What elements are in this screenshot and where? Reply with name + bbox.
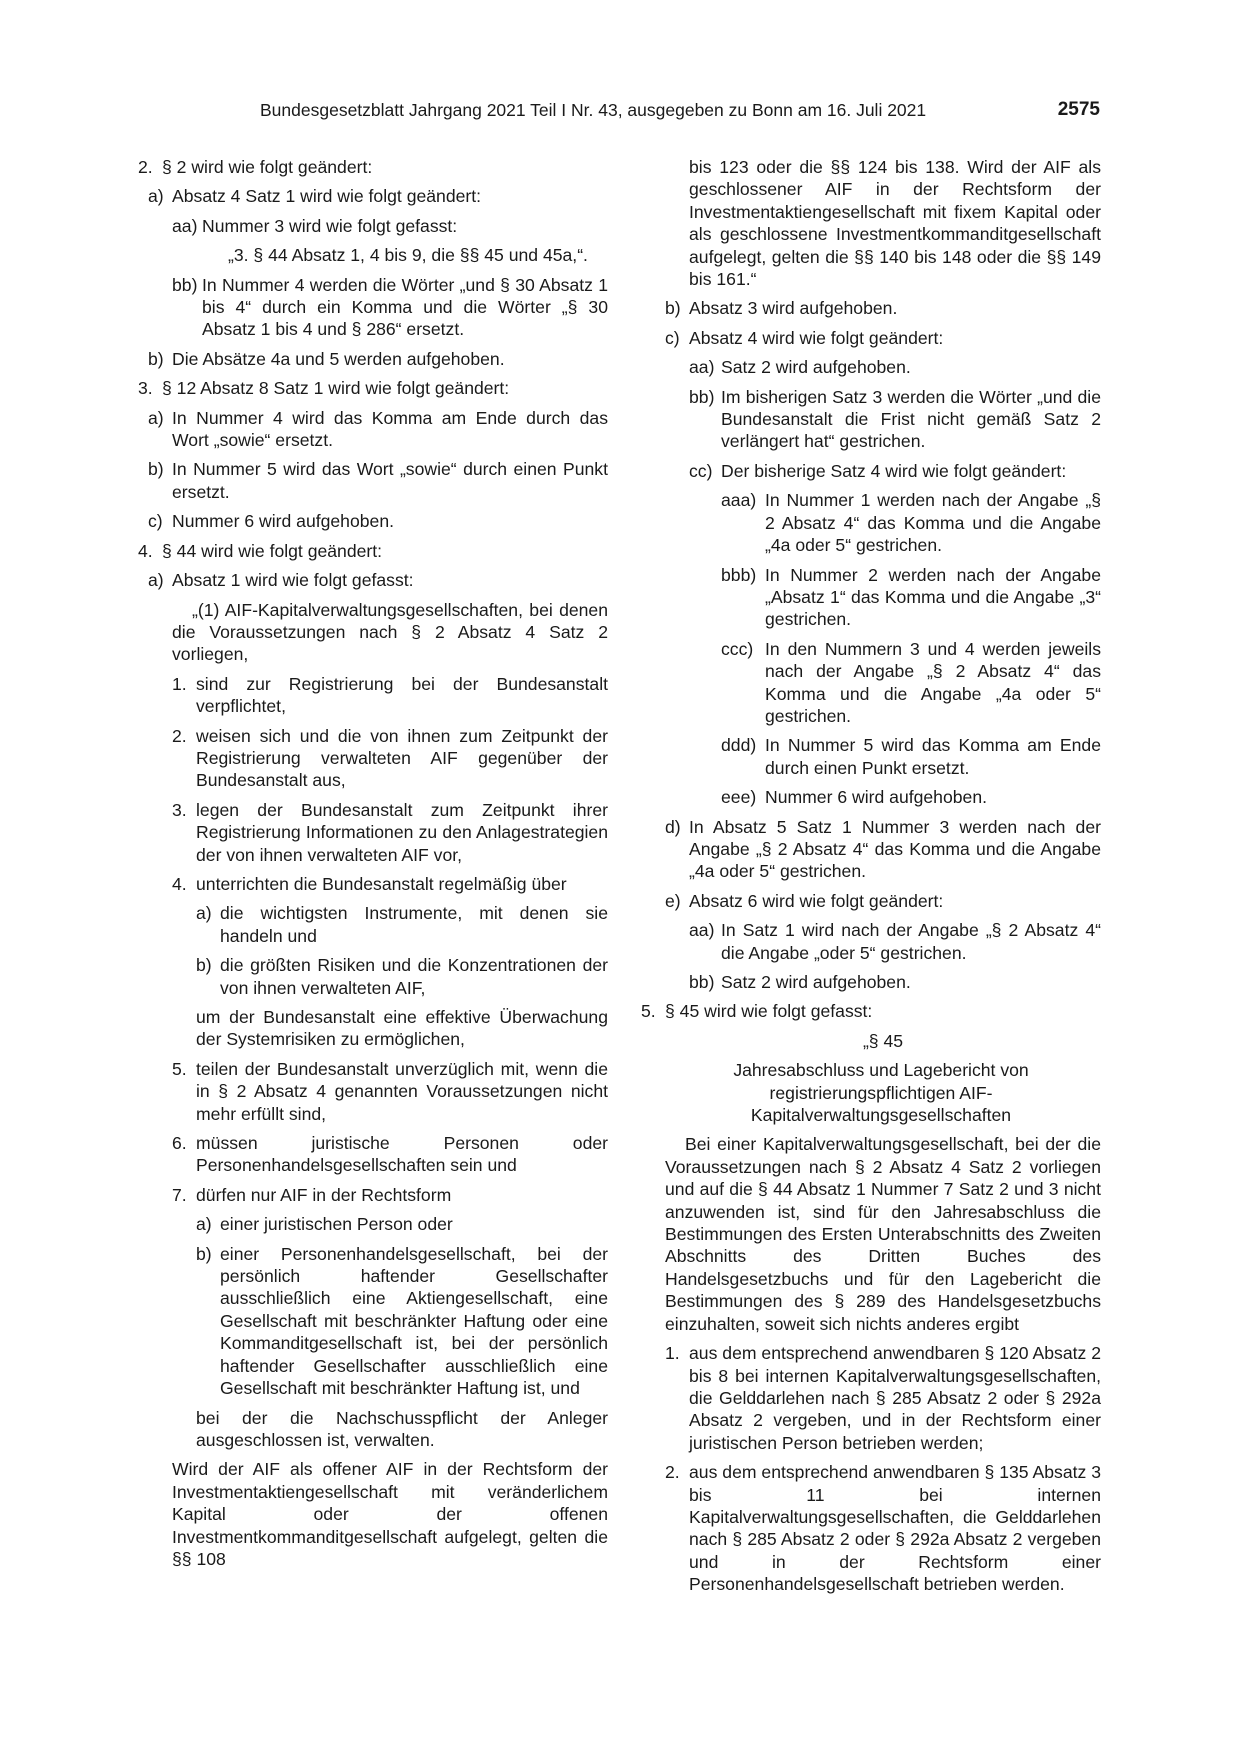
item-text: In Nummer 4 werden die Wörter „und § 30 Absatz 1 bis 4“ durch ein Komma und die Wörter „§ 30 Absatz 1 bis 4 und § 286“ ersetzt. xyxy=(202,274,608,340)
item-text: einer juristischen Person oder xyxy=(220,1214,453,1235)
amendment-subitem xyxy=(721,489,1101,556)
item-text: aus dem entsprechend anwendbaren § 120 Absatz 2 bis 8 bei internen Kapitalverwaltungsgesellschaften, die Gelddarlehen nach § 285 Absatz 2 oder § 292a Absatz 2 vergeben, und in der Rechtsform einer juristischen Person betrieben werden; xyxy=(689,1343,1101,1453)
item-marker: a) xyxy=(196,903,212,924)
item-text: Im bisherigen Satz 3 werden die Wörter „und die Bundesanstalt die Frist nicht gemäß Satz 2 verlängert hat“ gestrichen. xyxy=(721,386,1101,452)
item-marker: e) xyxy=(665,890,681,911)
item-text: müssen juristische Personen oder Personenhandelsgesellschaften sein und xyxy=(196,1133,608,1176)
item-text: weisen sich und die von ihnen zum Zeitpunkt der Registrierung verwalteten AIF gegenüber der Bundesanstalt aus, xyxy=(196,725,608,791)
item-marker: 6. xyxy=(172,1133,187,1154)
item-text: Satz 2 wird aufgehoben. xyxy=(721,357,911,378)
amendment-subitem xyxy=(689,919,1101,964)
item-marker: a) xyxy=(148,407,164,428)
item-text: dürfen nur AIF in der Rechtsform xyxy=(196,1184,452,1205)
item-text: In Nummer 5 wird das Komma am Ende durch einen Punkt ersetzt. xyxy=(765,735,1101,778)
list-subitem xyxy=(196,1213,608,1235)
item-text: teilen der Bundesanstalt unverzüglich mit, wenn die in § 2 Absatz 4 genannten Voraussetzungen nicht mehr erfüllt sind, xyxy=(196,1058,608,1124)
amendment-subitem xyxy=(721,638,1101,728)
section-number: „§ 45 xyxy=(862,1030,904,1051)
item-marker: b) xyxy=(665,298,681,319)
item-marker: bb) xyxy=(689,386,715,407)
list-item xyxy=(665,1461,1101,1595)
item-marker: 4. xyxy=(172,873,187,894)
item-text: die größten Risiken und die Konzentrationen der von ihnen verwalteten AIF, xyxy=(220,955,608,998)
item-marker: 3. xyxy=(138,378,153,399)
item-text: § 45 wird wie folgt gefasst: xyxy=(665,1001,873,1022)
amendment-subitem xyxy=(148,348,608,370)
item-text: In Nummer 2 werden nach der Angabe „Absatz 1“ das Komma und die Angabe „3“ gestrichen. xyxy=(765,564,1101,630)
item-text: legen der Bundesanstalt zum Zeitpunkt ihrer Registrierung Informationen zu den Anlagestrategien der von ihnen verwalteten AIF vor, xyxy=(196,799,608,865)
quoted-text: „3. § 44 Absatz 1, 4 bis 9, die §§ 45 und 45a,“. xyxy=(228,245,588,266)
item-marker: 5. xyxy=(172,1058,187,1079)
item-text: unterrichten die Bundesanstalt regelmäßig über xyxy=(196,873,567,894)
item-marker: c) xyxy=(148,511,163,532)
page-number: 2575 xyxy=(1057,99,1100,120)
continuation-text: um der Bundesanstalt eine effektive Überwachung der Systemrisiken zu ermöglichen, xyxy=(196,1007,608,1050)
header-title: Bundesgesetzblatt Jahrgang 2021 Teil I Nr. 43, ausgegeben zu Bonn am 16. Juli 2021 xyxy=(260,100,927,120)
item-text: aus dem entsprechend anwendbaren § 135 Absatz 3 bis 11 bei internen Kapitalverwaltungsgesellschaften, die Gelddarlehen nach § 285 Absatz 2 oder § 292a Absatz 2 vergeben und in der Rechtsform einer Personenhandelsgesellschaft betrieben werden. xyxy=(689,1462,1101,1595)
amendment-item xyxy=(138,156,608,178)
item-text: die wichtigsten Instrumente, mit denen sie handeln und xyxy=(220,903,608,946)
list-subitem xyxy=(196,954,608,999)
amendment-subitem xyxy=(721,564,1101,631)
item-text: In Nummer 5 wird das Wort „sowie“ durch einen Punkt ersetzt. xyxy=(172,459,608,502)
list-item xyxy=(172,1184,608,1206)
list-item xyxy=(172,725,608,792)
item-marker: b) xyxy=(196,1243,212,1264)
item-text: Nummer 6 wird aufgehoben. xyxy=(765,787,987,808)
amendment-subitem xyxy=(689,386,1101,453)
amendment-item xyxy=(138,540,608,562)
item-marker: 7. xyxy=(172,1184,187,1205)
item-text: Absatz 3 wird aufgehoben. xyxy=(689,298,898,319)
quoted-paragraph: Wird der AIF als offener AIF in der Rechtsform der Investmentaktiengesellschaft mit veränderlichem Kapital oder der offenen Investmentkommanditgesellschaft aufgelegt, gelten die §§ 108 xyxy=(172,1459,608,1569)
item-marker: 2. xyxy=(665,1462,680,1483)
amendment-subitem xyxy=(172,274,608,341)
item-marker: bbb) xyxy=(721,564,757,585)
item-text: einer Personenhandelsgesellschaft, bei der persönlich haftender Gesellschafter ausschließlich eine Aktiengesellschaft, eine Gesellschaft mit beschränkter Haftung oder eine Kommanditgesellschaft ist, bei der persönlich haftender Gesellschafter ausschließlich eine Gesellschaft mit beschränkter Haftung ist, und xyxy=(220,1243,608,1399)
amendment-subitem xyxy=(721,786,1101,808)
section-paragraph: Bei einer Kapitalverwaltungsgesellschaft, bei der die Voraussetzungen nach § 2 Absatz 4 Satz 2 vorliegen und auf die § 44 Absatz 1 Nummer 7 Satz 2 und 3 nicht anzuwenden ist, sind für den Jahresabschluss die Bestimmungen des Ersten Unterabschnitts des Zweiten Abschnitts des Dritten Buches des Handelsgesetzbuchs und für den Lagebericht die Bestimmungen des § 289 des Handelsgesetzbuchs einzuhalten, soweit sich nichts anderes ergibt xyxy=(665,1134,1101,1334)
quoted-paragraph: „(1) AIF-Kapitalverwaltungsgesellschaften, bei denen die Voraussetzungen nach § 2 Absatz 4 Satz 2 vorliegen, xyxy=(172,599,608,665)
item-text: Der bisherige Satz 4 wird wie folgt geändert: xyxy=(721,460,1067,481)
item-marker: b) xyxy=(148,459,164,480)
item-text: In Nummer 1 werden nach der Angabe „§ 2 Absatz 4“ das Komma und die Angabe „4a oder 5“ gestrichen. xyxy=(765,490,1101,556)
item-marker: c) xyxy=(665,327,680,348)
item-marker: 3. xyxy=(172,799,187,820)
item-marker: 4. xyxy=(138,540,153,561)
item-marker: bb) xyxy=(689,972,715,992)
item-marker: 1. xyxy=(665,1343,680,1364)
item-text: Absatz 4 wird wie folgt geändert: xyxy=(689,327,944,348)
item-text: § 44 wird wie folgt geändert: xyxy=(162,540,383,561)
item-text: Absatz 6 wird wie folgt geändert: xyxy=(689,890,944,911)
item-marker: a) xyxy=(196,1214,212,1235)
amendment-subitem xyxy=(148,185,608,207)
amendment-subitem xyxy=(148,458,608,503)
amendment-subitem xyxy=(665,890,1101,912)
amendment-subitem xyxy=(689,971,1101,993)
list-item xyxy=(172,873,608,895)
left-column xyxy=(138,156,608,1570)
item-marker: ddd) xyxy=(721,735,757,756)
item-marker: b) xyxy=(196,955,212,976)
amendment-item xyxy=(641,1000,1101,1022)
list-item xyxy=(172,673,608,718)
list-subitem xyxy=(196,902,608,947)
page-header xyxy=(260,100,1100,126)
item-marker: 2. xyxy=(138,157,153,177)
item-marker: 2. xyxy=(172,725,187,746)
list-item xyxy=(172,799,608,866)
item-marker: 1. xyxy=(172,673,187,694)
item-text: Absatz 1 wird wie folgt gefasst: xyxy=(172,570,414,591)
section-heading: Jahresabschluss und Lagebericht von registrierungspflichtigen AIF-Kapitalverwaltungsgesellschaften xyxy=(733,1060,1029,1126)
item-text: In Nummer 4 wird das Komma am Ende durch das Wort „sowie“ ersetzt. xyxy=(172,407,608,451)
item-marker: aa) xyxy=(172,215,198,236)
list-subitem xyxy=(196,1243,608,1400)
amendment-subitem xyxy=(721,734,1101,779)
amendment-subitem xyxy=(172,215,608,237)
item-marker: cc) xyxy=(689,460,713,481)
amendment-subitem xyxy=(148,407,608,452)
continuation-text: bei der die Nachschusspflicht der Anleger ausgeschlossen ist, verwalten. xyxy=(196,1407,608,1450)
list-item xyxy=(665,1342,1101,1454)
item-text: Absatz 4 Satz 1 wird wie folgt geändert: xyxy=(172,186,482,207)
item-marker: d) xyxy=(665,816,681,837)
item-marker: aaa) xyxy=(721,490,757,511)
item-marker: ccc) xyxy=(721,638,754,659)
amendment-subitem xyxy=(665,816,1101,883)
item-text: Nummer 3 wird wie folgt gefasst: xyxy=(202,215,458,236)
item-text: Nummer 6 wird aufgehoben. xyxy=(172,511,394,532)
amendment-subitem xyxy=(148,510,608,532)
item-marker: a) xyxy=(148,570,164,591)
amendment-subitem xyxy=(665,297,1101,319)
item-marker: aa) xyxy=(689,357,715,378)
right-column xyxy=(641,156,1101,1596)
amendment-subitem xyxy=(689,460,1101,482)
item-marker: a) xyxy=(148,186,164,207)
item-marker: bb) xyxy=(172,274,198,295)
list-item xyxy=(172,1058,608,1125)
list-item xyxy=(172,1132,608,1177)
amendment-subitem xyxy=(689,356,1101,378)
item-text: In den Nummern 3 und 4 werden jeweils nach der Angabe „§ 2 Absatz 4“ das Komma und die Angabe „4a oder 5“ gestrichen. xyxy=(765,638,1101,726)
amendment-subitem xyxy=(665,327,1101,349)
item-marker: eee) xyxy=(721,787,757,808)
item-text: § 12 Absatz 8 Satz 1 wird wie folgt geändert: xyxy=(162,378,510,399)
amendment-subitem xyxy=(148,569,608,591)
item-marker: 5. xyxy=(641,1001,656,1022)
item-text: In Satz 1 wird nach der Angabe „§ 2 Absatz 4“ die Angabe „oder 5“ gestrichen. xyxy=(721,920,1101,963)
amendment-item xyxy=(138,377,608,399)
item-text: sind zur Registrierung bei der Bundesanstalt verpflichtet, xyxy=(196,673,608,717)
item-marker: b) xyxy=(148,348,164,369)
item-text: In Absatz 5 Satz 1 Nummer 3 werden nach der Angabe „§ 2 Absatz 4“ das Komma und die Angabe „4a oder 5“ gestrichen. xyxy=(689,816,1101,882)
continuation-text: bis 123 oder die §§ 124 bis 138. Wird der AIF als geschlossener AIF in der Rechtsform der Investmentaktiengesellschaft mit fixem Kapital oder als geschlossene Investmentkommanditgesellschaft aufgelegt, gelten die §§ 140 bis 148 oder die §§ 149 bis 161.“ xyxy=(689,157,1101,290)
item-text: § 2 wird wie folgt geändert: xyxy=(162,157,373,177)
item-marker: aa) xyxy=(689,920,715,941)
item-text: Die Absätze 4a und 5 werden aufgehoben. xyxy=(172,348,505,369)
item-text: Satz 2 wird aufgehoben. xyxy=(721,972,911,992)
